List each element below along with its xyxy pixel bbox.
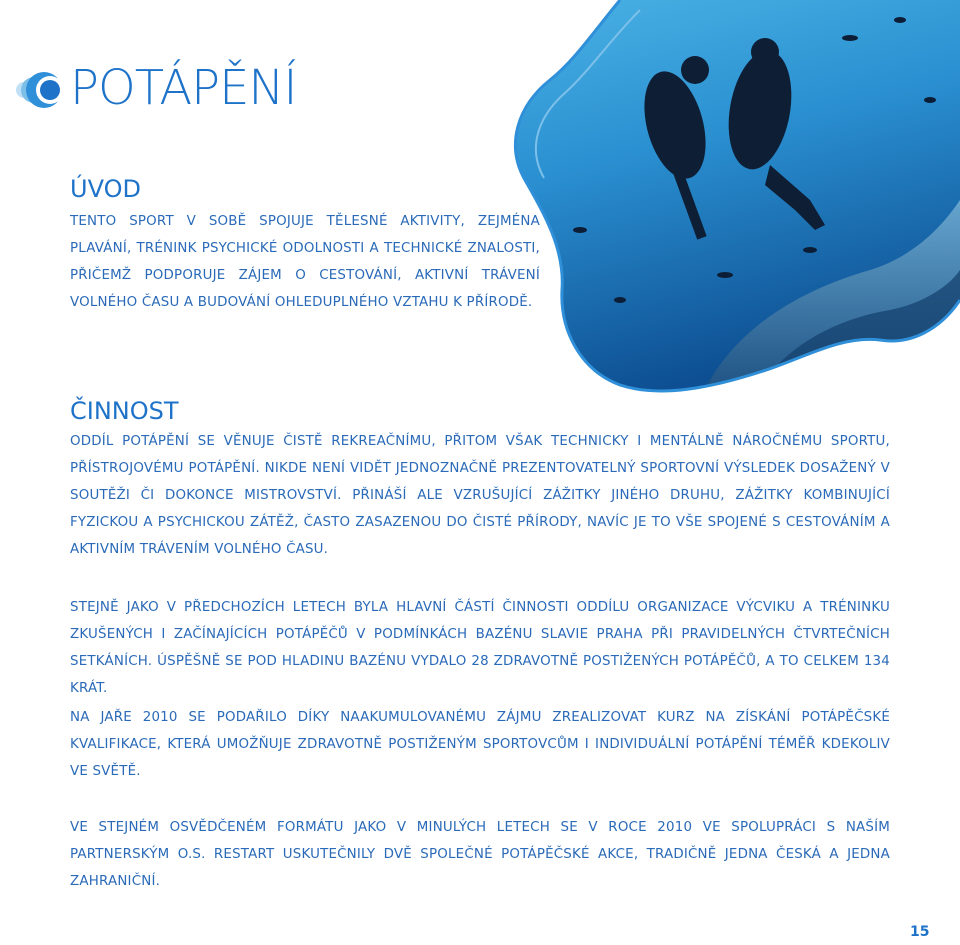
- page-number: 15: [910, 924, 930, 940]
- section-heading-intro: ÚVOD: [70, 175, 141, 203]
- page-title: POTÁPĚNÍ: [70, 60, 297, 116]
- circle-swirl-logo-icon: [14, 66, 66, 114]
- activity-paragraph-4: VE STEJNÉM OSVĚDČENÉM FORMÁTU JAKO V MINULÝCH LETECH SE V ROCE 2010 VE SPOLUPRÁCI S NAŠÍM PARTNERSKÝM O.S. RESTART USKUTEČNILY DVĚ SPOLEČNÉ POTÁPĚČSKÉ AKCE, TRADIČNĚ JEDNA ČESKÁ A JEDNA ZAHRANIČNÍ.: [70, 820, 890, 889]
- intro-paragraph: TENTO SPORT V SOBĚ SPOJUJE TĚLESNÉ AKTIVITY, ZEJMÉNA PLAVÁNÍ, TRÉNINK PSYCHICKÉ ODOLNOSTI A TECHNICKÉ ZNALOSTI, PŘIČEMŽ PODPORUJE ZÁJEM O CESTOVÁNÍ, AKTIVNÍ TRÁVENÍ VOLNÉHO ČASU A BUDOVÁNÍ OHLEDUPLNÉHO VZTAHU K PŘÍRODĚ.: [70, 214, 540, 310]
- underwater-divers-photo: [470, 0, 960, 400]
- activity-paragraph-2: STEJNĚ JAKO V PŘEDCHOZÍCH LETECH BYLA HLAVNÍ ČÁSTÍ ČINNOSTI ODDÍLU ORGANIZACE VÝCVIKU A TRÉNINKU ZKUŠENÝCH I ZAČÍNAJÍCÍCH POTÁPĚČŮ V PODMÍNKÁCH BAZÉNU SLAVIE PRAHA PŘI PRAVIDELNÝCH ČTVRTEČNÍCH SETKÁNÍCH. ÚSPĚŠNĚ SE POD HLADINU BAZÉNU VYDALO 28 ZDRAVOTNĚ POSTIŽENÝCH POTÁPĚČŮ, A TO CELKEM 134 KRÁT.: [70, 600, 890, 696]
- section-heading-activity: ČINNOST: [70, 397, 179, 425]
- activity-paragraph-3: NA JAŘE 2010 SE PODAŘILO DÍKY NAAKUMULOVANÉMU ZÁJMU ZREALIZOVAT KURZ NA ZÍSKÁNÍ POTÁPĚČSKÉ KVALIFIKACE, KTERÁ UMOŽŇUJE ZDRAVOTNĚ POSTIŽENÝM SPORTOVCŮM I INDIVIDUÁLNÍ POTÁPĚNÍ TÉMĚŘ KDEKOLIV VE SVĚTĚ.: [70, 710, 890, 779]
- activity-paragraph-1: ODDÍL POTÁPĚNÍ SE VĚNUJE ČISTĚ REKREAČNÍMU, PŘITOM VŠAK TECHNICKY I MENTÁLNĚ NÁROČNÉMU SPORTU, PŘÍSTROJOVÉMU POTÁPĚNÍ. NIKDE NENÍ VIDĚT JEDNOZNAČNĚ PREZENTOVATELNÝ SPORTOVNÍ VÝSLEDEK DOSAŽENÝ V SOUTĚŽI ČI DOKONCE MISTROVSTVÍ. PŘINÁŠÍ ALE VZRUŠUJÍCÍ ZÁŽITKY JINÉHO DRUHU, ZÁŽITKY KOMBINUJÍCÍ FYZICKOU A PSYCHICKOU ZÁTĚŽ, ČASTO ZASAZENOU DO ČISTÉ PŘÍRODY, NAVÍC JE TO VŠE SPOJENÉ S CESTOVÁNÍM A AKTIVNÍM TRÁVENÍM VOLNÉHO ČASU.: [70, 434, 890, 557]
